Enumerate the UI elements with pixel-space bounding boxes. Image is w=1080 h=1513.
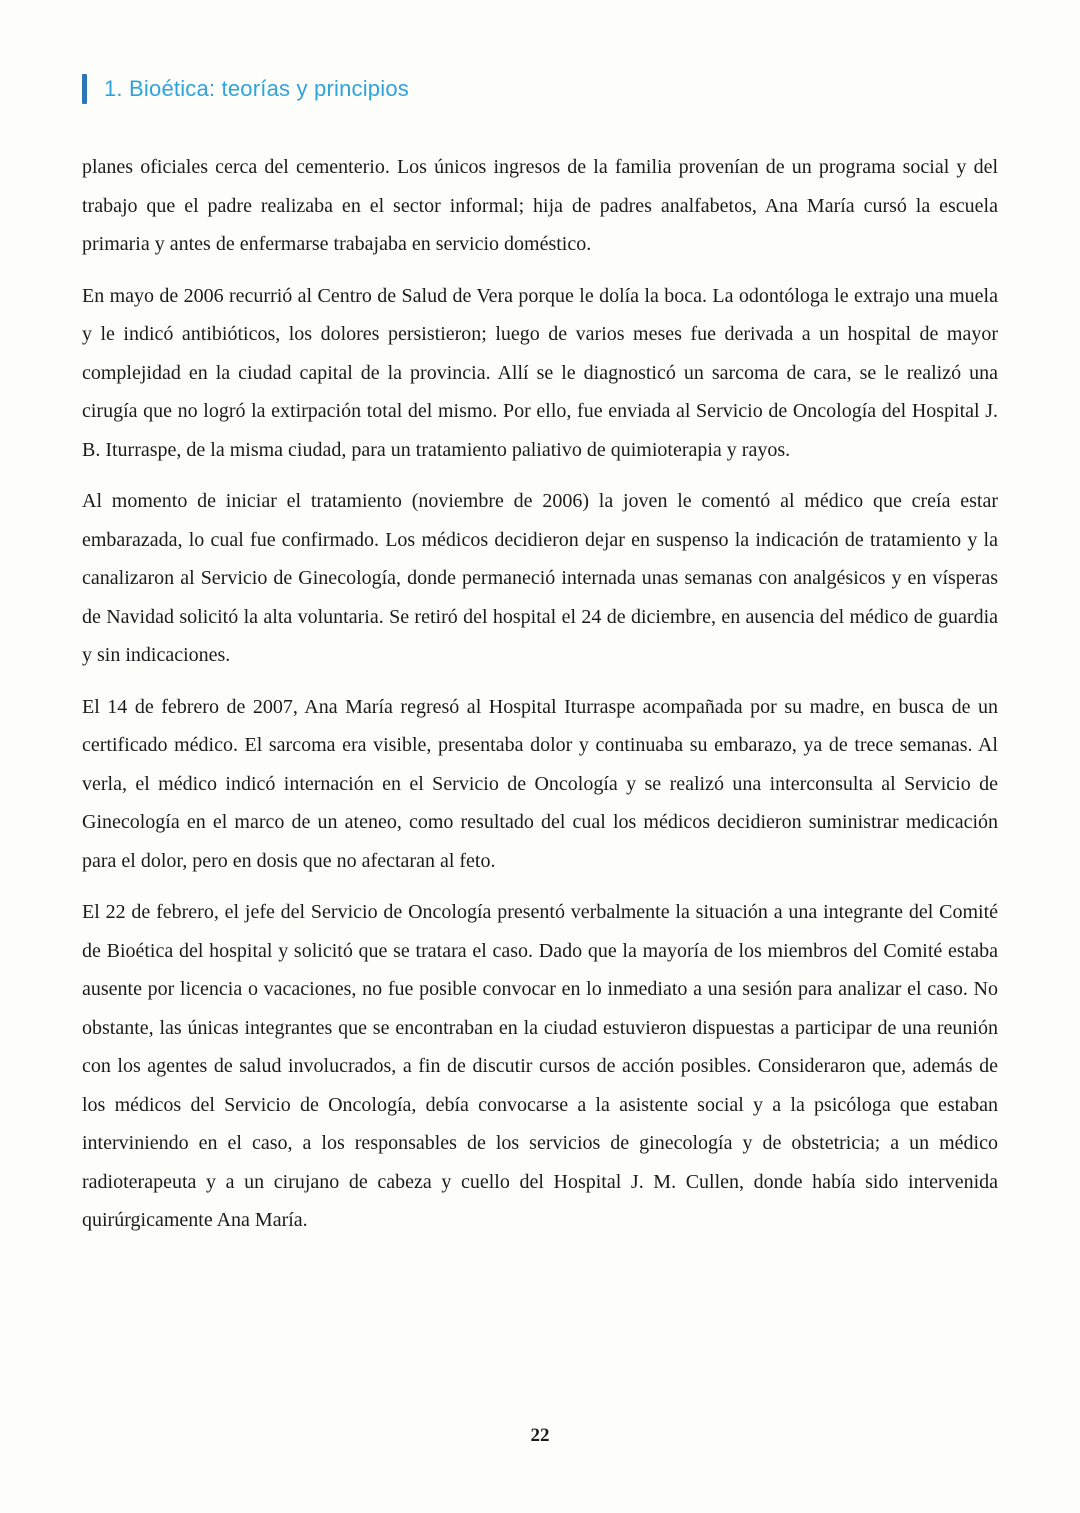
paragraph: El 14 de febrero de 2007, Ana María regresó al Hospital Iturraspe acompañada por su madre, en busca de un certificado médico. El sarcoma era visible, presentaba dolor y continuaba su embarazo, ya de trece semanas. Al verla, el médico indicó internación en el Servicio de Oncología y se realizó una interconsulta al Servicio de Ginecología en el marco de un ateneo, como resultado del cual los médicos decidieron suministrar medicación para el dolor, pero en dosis que no afectaran al feto.: [82, 695, 998, 872]
paragraph: El 22 de febrero, el jefe del Servicio de Oncología presentó verbalmente la situación a una integrante del Comité de Bioética del hospital y solicitó que se tratara el caso. Dado que la mayoría de los miembros del Comité estaba ausente por licencia o vacaciones, no fue posible convocar en lo inmediato a una sesión para analizar el caso. No obstante, las únicas integrantes que se encontraban en la ciudad estuvieron dispuestas a participar de una reunión con los agentes de salud involucrados, a fin de discutir cursos de acción posibles. Consideraron que, además de los médicos del Servicio de Oncología, debía convocarse a la asistente social y a la psicóloga que estaban interviniendo en el caso, a los responsables de los servicios de ginecología y de obstetricia; a un médico radioterapeuta y a un cirujano de cabeza y cuello del Hospital J. M. Cullen, donde había sido intervenida quirúrgicamente Ana María.: [82, 901, 998, 1231]
paragraph: planes oficiales cerca del cementerio. Los únicos ingresos de la familia provenían de un programa social y del trabajo que el padre realizaba en el sector informal; hija de padres analfabetos, Ana María cursó la escuela primaria y antes de enfermarse trabajaba en servicio doméstico.: [82, 156, 998, 255]
body-text: [82, 148, 998, 1240]
section-header: [82, 74, 998, 104]
paragraph: En mayo de 2006 recurrió al Centro de Salud de Vera porque le dolía la boca. La odontóloga le extrajo una muela y le indicó antibióticos, los dolores persistieron; luego de varios meses fue derivada a un hospital de mayor complejidad en la ciudad capital de la provincia. Allí se le diagnosticó un sarcoma de cara, se le realizó una cirugía que no logró la extirpación total del mismo. Por ello, fue enviada al Servicio de Oncología del Hospital J. B. Iturraspe, de la misma ciudad, para un tratamiento paliativo de quimioterapia y rayos.: [82, 284, 998, 461]
page-number: 22: [530, 1425, 550, 1446]
section-title: 1. Bioética: teorías y principios: [104, 76, 409, 101]
paragraph: Al momento de iniciar el tratamiento (noviembre de 2006) la joven le comentó al médico que creía estar embarazada, lo cual fue confirmado. Los médicos decidieron dejar en suspenso la indicación de tratamiento y la canalizaron al Servicio de Ginecología, donde permaneció internada unas semanas con analgésicos y en vísperas de Navidad solicitó la alta voluntaria. Se retiró del hospital el 24 de diciembre, en ausencia del médico de guardia y sin indicaciones.: [82, 490, 998, 666]
header-accent-bar: [82, 74, 87, 104]
